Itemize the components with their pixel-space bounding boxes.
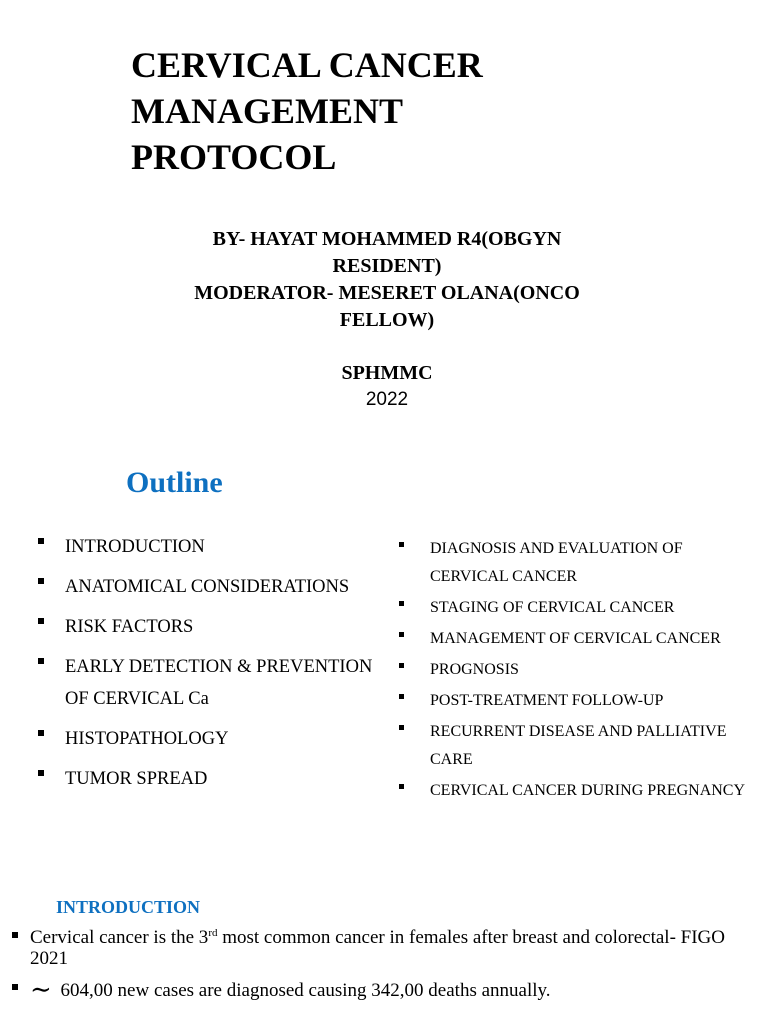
outline-item bbox=[38, 571, 378, 603]
outline-title: Outline bbox=[126, 466, 223, 499]
outline-item-label: MANAGEMENT OF CERVICAL CANCER bbox=[430, 630, 721, 647]
outline-item bbox=[38, 763, 378, 795]
square-bullet-icon bbox=[399, 725, 404, 730]
outline-item-label: ANATOMICAL CONSIDERATIONS bbox=[65, 577, 350, 597]
square-bullet-icon bbox=[12, 984, 18, 990]
outline-item bbox=[399, 625, 755, 653]
intro-text: 604,00 new cases are diagnosed causing 342,00 deaths annually. bbox=[55, 980, 551, 1001]
introduction-list bbox=[12, 927, 752, 1011]
square-bullet-icon bbox=[399, 632, 404, 637]
square-bullet-icon bbox=[399, 784, 404, 789]
outline-item-label: RECURRENT DISEASE AND PALLIATIVE CARE bbox=[430, 723, 727, 768]
presentation-title: CERVICAL CANCER MANAGEMENT PROTOCOL bbox=[131, 45, 483, 177]
institution-name: SPHMMC bbox=[341, 362, 433, 384]
outline-left-list bbox=[38, 531, 378, 803]
square-bullet-icon bbox=[38, 658, 44, 664]
intro-text: Cervical cancer is the 3 bbox=[30, 927, 209, 948]
introduction-item bbox=[12, 975, 752, 1004]
outline-item bbox=[38, 531, 378, 563]
outline-item bbox=[399, 535, 755, 591]
outline-item-label: HISTOPATHOLOGY bbox=[65, 729, 229, 749]
author-byline bbox=[120, 226, 654, 334]
square-bullet-icon bbox=[399, 601, 404, 606]
square-bullet-icon bbox=[399, 542, 404, 547]
square-bullet-icon bbox=[399, 694, 404, 699]
presentation-year: 2022 bbox=[365, 389, 409, 410]
byline-line: RESIDENT) bbox=[332, 255, 442, 277]
outline-item-label: TUMOR SPREAD bbox=[65, 769, 208, 789]
intro-text: most common cancer in females after breast and colorectal- FIGO 2021 bbox=[30, 927, 726, 969]
outline-item bbox=[38, 651, 378, 715]
square-bullet-icon bbox=[38, 730, 44, 736]
square-bullet-icon bbox=[38, 538, 44, 544]
outline-item-label: EARLY DETECTION & PREVENTION OF CERVICAL Ca bbox=[65, 657, 373, 709]
outline-item bbox=[399, 718, 755, 774]
outline-item-label: STAGING OF CERVICAL CANCER bbox=[430, 599, 675, 616]
outline-item-label: CERVICAL CANCER DURING PREGNANCY bbox=[430, 782, 746, 799]
outline-item bbox=[38, 611, 378, 643]
outline-right-list bbox=[399, 535, 755, 808]
outline-item bbox=[399, 594, 755, 622]
byline-line: FELLOW) bbox=[339, 309, 435, 331]
square-bullet-icon bbox=[38, 770, 44, 776]
outline-item-label: DIAGNOSIS AND EVALUATION OF CERVICAL CANCER bbox=[430, 540, 683, 585]
introduction-item bbox=[12, 927, 752, 969]
approx-symbol: ∼ bbox=[30, 975, 52, 1004]
outline-item bbox=[399, 687, 755, 715]
outline-item-label: RISK FACTORS bbox=[65, 617, 194, 637]
outline-item bbox=[399, 777, 755, 805]
square-bullet-icon bbox=[38, 618, 44, 624]
outline-item-label: PROGNOSIS bbox=[430, 661, 519, 678]
square-bullet-icon bbox=[12, 932, 18, 938]
introduction-heading: INTRODUCTION bbox=[56, 897, 201, 917]
byline-line: BY- HAYAT MOHAMMED R4(OBGYN bbox=[212, 228, 562, 250]
square-bullet-icon bbox=[399, 663, 404, 668]
byline-line: MODERATOR- MESERET OLANA(ONCO bbox=[194, 282, 580, 304]
outline-item-label: POST-TREATMENT FOLLOW-UP bbox=[430, 692, 664, 709]
outline-item bbox=[399, 656, 755, 684]
outline-item-label: INTRODUCTION bbox=[65, 537, 205, 557]
outline-item bbox=[38, 723, 378, 755]
ordinal-superscript: rd bbox=[208, 927, 218, 939]
square-bullet-icon bbox=[38, 578, 44, 584]
